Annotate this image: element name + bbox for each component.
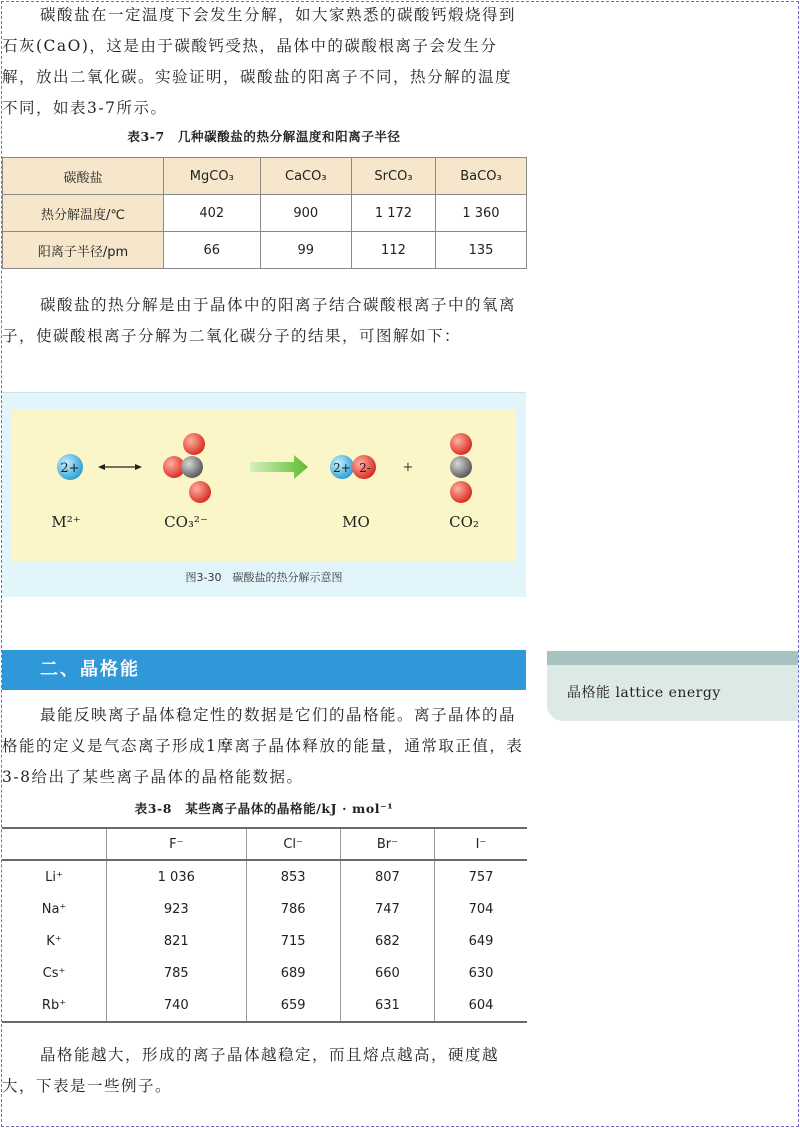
label-co2: CO₂ [449, 513, 479, 531]
table-row [2, 860, 527, 893]
sidebar-stripe [547, 651, 798, 665]
table-header-cell: BaCO₃ [435, 158, 526, 195]
table-header-cell: Br⁻ [340, 828, 434, 860]
carbonate-decomposition-table [2, 157, 527, 269]
table-cell: 135 [435, 232, 526, 269]
sidebar-term: 晶格能 lattice energy [567, 685, 721, 701]
decomposition-figure [2, 392, 526, 597]
table-cell: 757 [435, 860, 527, 893]
table1-caption: 表3-7 几种碳酸盐的热分解温度和阳离子半径 [127, 129, 401, 144]
decomposition-diagram [12, 410, 516, 562]
table-header-cell: F⁻ [107, 828, 247, 860]
row-label: Rb⁺ [2, 989, 107, 1022]
reaction-arrow-icon [250, 455, 308, 479]
table-header-cell: CaCO₃ [260, 158, 351, 195]
row-label: Cs⁺ [2, 957, 107, 989]
table-cell: 682 [340, 925, 434, 957]
table-row [2, 925, 527, 957]
table-cell: 785 [107, 957, 247, 989]
table-header-cell: MgCO₃ [164, 158, 261, 195]
row-label: 阳离子半径/pm [3, 232, 164, 269]
lattice-paragraph: 最能反映离子晶体稳定性的数据是它们的晶格能。离子晶体的晶格能的定义是气态离子形成1摩离子晶体释放的能量，通常取正值，表3-8给出了某些离子晶体的晶格能数据。 [2, 706, 524, 786]
double-arrow-icon [98, 464, 142, 470]
table-cell: 99 [260, 232, 351, 269]
table-cell: 786 [246, 893, 340, 925]
row-label: 热分解温度/℃ [3, 195, 164, 232]
table-cell: 704 [435, 893, 527, 925]
glossary-sidebar [547, 651, 798, 721]
table-cell: 659 [246, 989, 340, 1022]
table-cell: 660 [340, 957, 434, 989]
table-cell: 649 [435, 925, 527, 957]
label-m2: M²⁺ [51, 513, 81, 531]
table-cell: 66 [164, 232, 261, 269]
intro-paragraph: 碳酸盐在一定温度下会发生分解，如大家熟悉的碳酸钙煅烧得到石灰(CaO)，这是由于碳酸钙受热，晶体中的碳酸根离子会发生分解，放出二氧化碳。实验证明，碳酸盐的阳离子不同，热分解的温度不同，如表3-7所示。 [2, 6, 517, 117]
table-row [3, 232, 527, 269]
table-cell: 923 [107, 893, 247, 925]
table-row [2, 989, 527, 1022]
plus-sign: + [402, 460, 414, 475]
table2-caption: 表3-8 某些离子晶体的晶格能/kJ · mol⁻¹ [134, 801, 394, 816]
table-header-cell: Cl⁻ [246, 828, 340, 860]
figure-caption: 图3-30 碳酸盐的热分解示意图 [185, 571, 343, 584]
carbonate-ion-icon [163, 433, 211, 503]
table-cell: 853 [246, 860, 340, 893]
mechanism-paragraph: 碳酸盐的热分解是由于晶体中的阳离子结合碳酸根离子中的氧离子，使碳酸根离子分解为二氧化碳分子的结果，可图解如下： [2, 296, 517, 345]
table-row [3, 195, 527, 232]
label-co3: CO₃²⁻ [164, 513, 208, 531]
row-label: Na⁺ [2, 893, 107, 925]
metal-oxide-icon [330, 455, 376, 479]
table-cell: 740 [107, 989, 247, 1022]
table-row [2, 957, 527, 989]
table-row [2, 893, 527, 925]
table-cell: 900 [260, 195, 351, 232]
table-cell: 747 [340, 893, 434, 925]
label-mo: MO [342, 513, 370, 531]
co2-molecule-icon [450, 433, 472, 503]
table-header-cell: I⁻ [435, 828, 527, 860]
section-heading [2, 650, 526, 690]
table-cell: 112 [351, 232, 435, 269]
table-cell: 807 [340, 860, 434, 893]
table-header-row [2, 828, 527, 860]
table-cell: 1 172 [351, 195, 435, 232]
table-header-cell [2, 828, 107, 860]
table-cell: 715 [246, 925, 340, 957]
row-label: K⁺ [2, 925, 107, 957]
table-cell: 689 [246, 957, 340, 989]
table-cell: 821 [107, 925, 247, 957]
table-cell: 1 036 [107, 860, 247, 893]
table-cell: 402 [164, 195, 261, 232]
section-title: 二、晶格能 [40, 659, 140, 680]
mo-oxide-charge: 2- [359, 461, 371, 475]
lattice-energy-table [2, 827, 527, 1023]
cation-m2-icon [57, 454, 83, 480]
table-header-row [3, 158, 527, 195]
closing-paragraph: 晶格能越大，形成的离子晶体越稳定，而且熔点越高，硬度越大，下表是一些例子。 [2, 1046, 500, 1095]
cation-charge: 2+ [60, 461, 80, 476]
table-cell: 631 [340, 989, 434, 1022]
table-header-cell: SrCO₃ [351, 158, 435, 195]
figure-panel [12, 410, 516, 562]
table-header-cell: 碳酸盐 [3, 158, 164, 195]
table-cell: 1 360 [435, 195, 526, 232]
mo-cation-charge: 2+ [333, 461, 351, 475]
table-cell: 630 [435, 957, 527, 989]
table-cell: 604 [435, 989, 527, 1022]
row-label: Li⁺ [2, 860, 107, 893]
